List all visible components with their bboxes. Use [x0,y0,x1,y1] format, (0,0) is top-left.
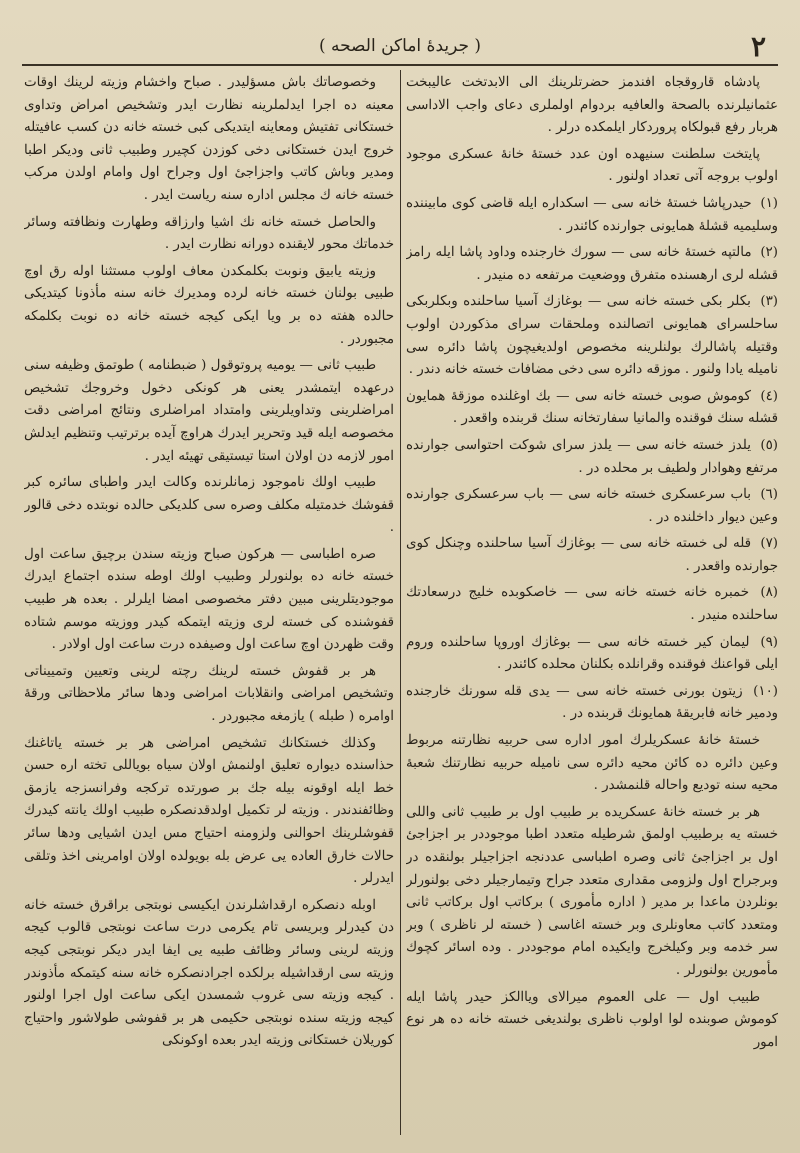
column-divider [400,70,401,1135]
page-header [22,30,778,64]
left-column [24,72,394,1142]
item-number: (۳) [760,294,778,310]
item-text: قله لى خسته خانه سى — بوغازك آسيا ساحلنده وچنكل كوى جوارنده واقعدر . [406,536,778,574]
body-paragraph: اوبله دنصكره ارقداشلرندن ايكيسى نوبتجى براقرق خسته خانه دن كيدرلر وبريسى تام يكرمى درت ساعت نوبتجى قالوب كيجه وزيته لرينى وسائر وظائف طبيه يى ايفا ايدر ديكر نوبتجى كيجه وزيته سى ارقداشيله برلكده اجرادنصكره خانه سنه كيتمكه مأذوندر . كيجه وزيته سى غروب شمسدن ايكى ساعت اول اجرا اولنور كيجه وزيته سنده نوبتجى حكيمى هر بر قفوشى طولاشور واحتياج كوريلان خستكانى وزيته ايدر بعده اوكونكى [24,897,394,1049]
hospital-list-item [406,681,778,726]
item-number: (٥) [760,437,778,453]
body-paragraph: وزيته يابيق ونوبت بكلمكدن معاف اولوب مستثنا اوله رق اوچ طبيى بولنان خسته خانه لرده ومديرك خانه سنه مأذونا كيتديكى حالده هفته ده بر ويا ايكى كيجه خسته خانه ده نوبت بكلمكه مجبوردر . [24,263,394,347]
ward-physicians-paragraph: صره اطباسى — هركون صباح وزيته سندن برچيق ساعت اول خسته خانه ده بولنورلر وطبيب اولك اوطه سنده اجتماع ايدرك موجوديتلرينى مبين دفتر مخصوصى امضا ايلرلر . بعده هر طبيب قفوشنده كى خسته لرى وزيته ايتمكه كيدر ووزيته موسم شتاده وقت ظهردن اوچ ساعت اول وصيفده درت ساعت اول اولادر . [24,546,394,653]
header-divider [22,64,778,66]
hospital-list-item [406,533,778,578]
body-paragraph: والحاصل خسته خانه نك اشيا وارزاقه وطهارت ونظافته وسائر خدماتك محور لايقنده دورانه نظارت ايدر . [24,214,394,253]
item-number: (٦) [760,487,778,503]
item-text: يلدز خسته خانه سى — يلدز سراى شوكت احتواسى جوارنده مرتفع وهوادار ولطيف بر محلده در . [406,437,778,476]
item-text: مالتپه خستهٔ خانه سى — سورك خارجنده وداود پاشا ايله رامز قشله لرى ارهسنده متفرق ووضعيت مرتفعه ده منيدر . [406,245,778,283]
item-text: كوموش صوبى خسته خانه سى — بك اوغلنده موزقهٔ همايون قشله سنك فوقنده والمانيا سفارتخانه سنك قربنده واقعدر . [406,388,778,427]
item-text: حيدرپاشا خستهٔ خانه سى — اسكداره ايله قاضى كوى مابيننده وسليميه قشلهٔ همايونى جوارنده كائندر . [406,195,778,234]
item-text: ليمان كير خسته خانه سى — بوغازك اوروپا ساحلنده وروم ايلى قواعنك فوقنده وقرانلده بكلنان محلده كائندر . [406,634,778,673]
hospital-list-item [406,291,778,381]
intro-paragraph: پادشاه قاروقجاه افندمز حضرتلرينك الى الابدتخت عاليبخت عثمانيلرنده بالصحة والعافيه بردوام اولملرى دعاى واجب الاداسى هربار رفع قبولكاه پروردكار ايلمكده درلر . [406,75,778,136]
hospital-list-item [406,632,778,677]
chief-physician-paragraph: طبيب اول — على العموم ميرالاى وياالكز حيدر پاشا ايله كوموش صوبنده لوا اولوب ناظرى بولنديغى خسته خانه ده هر نوع امور [406,989,778,1050]
hospital-list-item [406,193,778,238]
body-paragraph: طبيب اولك ناموجود زمانلرنده وكالت ايدر واطباى سائره كبر قفوشك خدمتيله مكلف وصره سى كلديكى حالده نوبتده دخى قالور . [24,475,394,536]
item-text: خمبره خانه خسته خانه سى — خاصكوبده خليج درسعادتك ساحلنده منيدر . [406,585,778,624]
page-number: ۲ [750,30,766,63]
hospital-list-item [406,435,778,480]
body-paragraph: وخصوصاتك باش مسؤليدر . صباح واخشام وزيته لرينك اوقات معينه ده اجرا ايدلملرينه نظارت ايدر وتشخيص امراض وتداوى خستكانى تفتيش ومعاينه ايتديكى كبى خسته خانه دن كسب عافيتله خروج ايدن خستكانى دخى كوزدن كچيرر وطبيب ثانى وديكر اطبا ومدير وباش كاتب واجزاجىٔ اول وجراح اول وامام اولدن مركب خسته خانه ك مجلس اداره سنه رياست ايدر . [24,75,394,203]
running-title: ( جريدهٔ اماكن الصحه ) [318,36,482,56]
staff-paragraph: هر بر خسته خانهٔ عسكريده بر طبيب اول بر طبيب ثانى واللى خسته يه برطبيب اولمق شرطيله متعدد اطبا موجوددر بر اجزاجىٔ اول بر اجزاجىٔ ثانى وصره اطباسى عددنجه اجزاجيلر بولنقده در وبرجراح اول ولزومى مقدارى متعدد جراح وتيمارجيلر دخى بولنورلر بونلردن ماعدا بر مدير ( اداره مأمورى ) بركاتب اول بركاتب ثانى ومتعدد كاتب معاونلرى وبر خسته اغاسى ( خسته لر ناظرى ) وبر سر خدمه وبر وكيلخرج وايكيده امام موجوددر . وده اسائر كچوك مأمورين بولنورلر . [406,804,778,978]
item-text: باب سرعسكرى خسته خانه سى — باب سرعسكرى جوارنده وعين ديوار داخلنده در . [406,487,778,525]
administration-paragraph: خستهٔ خانهٔ عسكريلرك امور اداره سى حربيه نظارتنه مربوط وعين دائره ده كائن محيه دائره سى ناميله حربيه نظارتنك شعبهٔ محيه سنه توديع واحاله قلنمشدر . [406,733,778,794]
item-text: زيتون بورنى خسته خانه سى — يدى قله سورنك خارجنده ودمير خانه فابريقهٔ همايونك قربنده در . [406,683,778,722]
hospital-list-item [406,582,778,627]
item-number: (۹) [760,634,778,650]
item-number: (۸) [760,585,778,601]
item-number: (٤) [760,388,778,404]
body-paragraph: وكذلك خستكانك تشخيص امراضى هر بر خسته ياتاغنك حذاسنده ديواره تعليق اولنمش اولان سياه بوياللى تخته اره حسن خط ايله اوقونه بيله جك بر صورتده تركجه وفرانسزجه يازمق وظائفندندر . وزيته لر تكميل اولدقدنصكره طبيب اولك يانته كيدرك قفوشلرينك احوالنى ولزومنه احتياج مس ايدن اشيايى ودها سائر حالات خارق العاده يى عرض بله بويولده اولان اوامرينى اخذ وتلقى ايدرلر . [24,735,394,887]
body-paragraph: هر بر قفوش خسته لرينك رچته لرينى وتعيين وتمييناتى وتشخيص امراضى وانقلابات امراضى ودها سائر ملاحظاتى ورقهٔ اوامره ( طبله ) يازمغه مجبوردر . [24,663,394,725]
hospital-list-item [406,386,778,431]
right-column [406,72,778,1142]
item-number: (۷) [760,536,778,552]
item-text: بكلر بكى خسته خانه سى — بوغازك آسيا ساحلنده وبكلربكى ساحلسراى همايونى اتصالنده وملحقات سراى مذكوردن اولوب وقتيله پاشالرك بولنلرينه مخصوص اولديغيچون پاشا دائره سى ناميله يادا ولنور . موزقه دائره سى دخى مضافات خسته خانه دندر . [406,294,778,378]
hospitals-count-paragraph: پايتخت سلطنت سنيهده اون عدد خستهٔ خانهٔ عسكرى موجود اولوب بروجه آتى تعداد اولنور . [406,146,778,185]
item-number: (۲) [760,245,778,261]
item-number: (۱۰) [753,683,778,699]
item-number: (۱) [760,195,778,211]
second-physician-paragraph: طبيب ثانى — يوميه پروتوقول ( ضبطنامه ) طوتمق وظيفه سنى درعهده ايتمشدر يعنى هر كونكى دخول وخروجك تشخيص امراضلرينى وتداويلرينى وامتداد امراضلرى ونتائج امراضى دقت مخصوصه ايله قيد وتحرير ايدرك هراوچ آيده برترتيب وتنظيم ايدلش امور لازمه دن اولان استا تيستيقى تهيئه ايدر . [24,358,394,464]
hospital-list-item [406,242,778,287]
hospital-list-item [406,484,778,529]
